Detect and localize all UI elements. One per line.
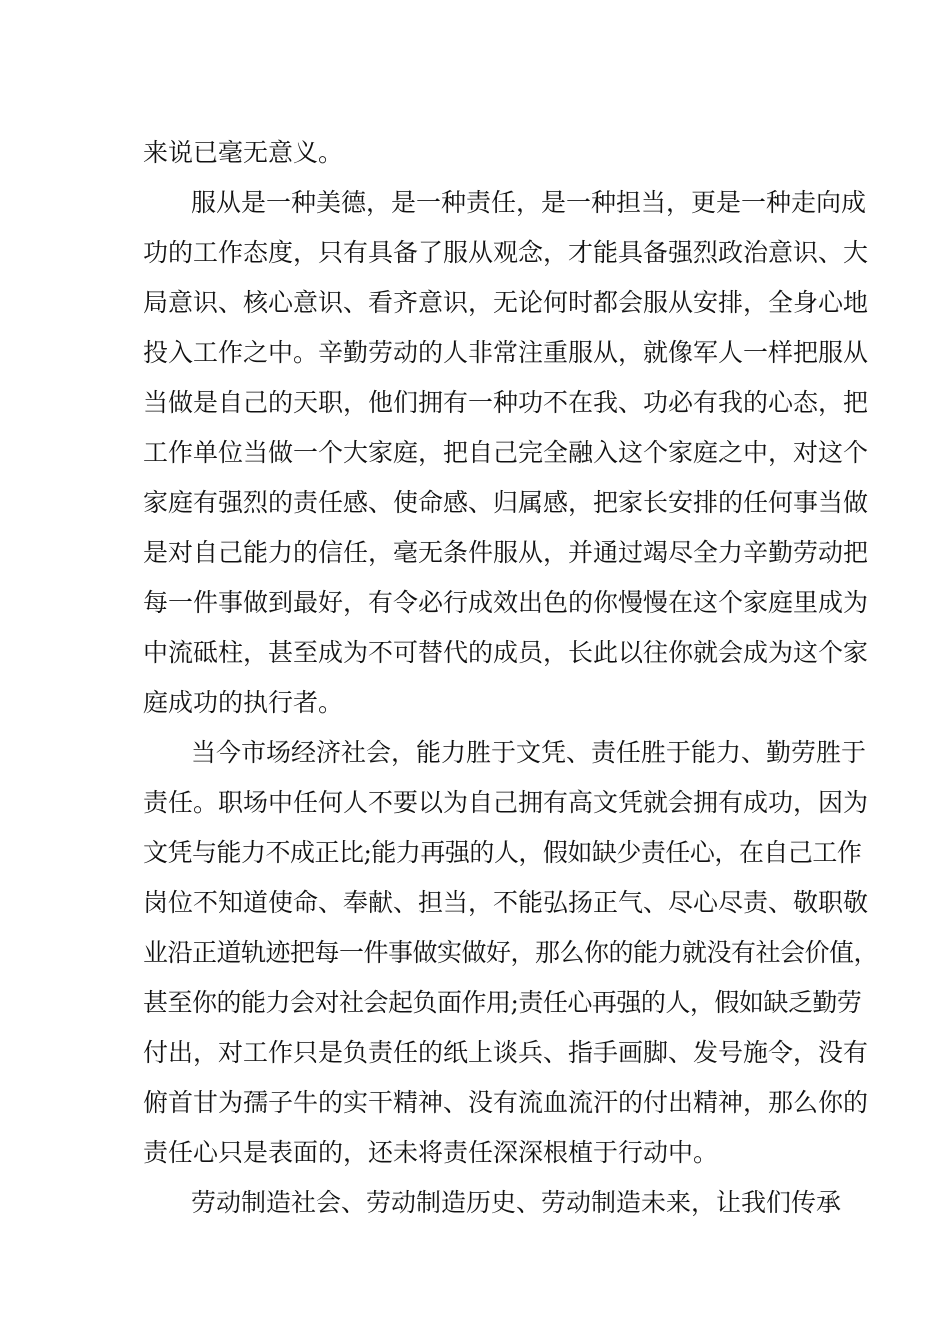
text-line: 投入工作之中。辛勤劳动的人非常注重服从，就像军人一样把服从: [143, 338, 869, 367]
text-line: 庭成功的执行者。: [143, 688, 344, 717]
text-line: 当做是自己的天职，他们拥有一种功不在我、功必有我的心态，把: [143, 388, 869, 417]
text-line: 功的工作态度，只有具备了服从观念，才能具备强烈政治意识、大: [143, 238, 869, 267]
text-line: 责任。职场中任何人不要以为自己拥有高文凭就会拥有成功，因为: [143, 788, 869, 817]
text-line: 局意识、核心意识、看齐意识，无论何时都会服从安排，全身心地: [143, 288, 869, 317]
text-line: 付出，对工作只是负责任的纸上谈兵、指手画脚、发号施令，没有: [143, 1038, 869, 1067]
body-text: [143, 128, 879, 1228]
text-line: 中流砥柱，甚至成为不可替代的成员，长此以往你就会成为这个家: [143, 638, 869, 667]
text-line: 工作单位当做一个大家庭，把自己完全融入这个家庭之中，对这个: [143, 438, 869, 467]
text-line: 责任心只是表面的，还未将责任深深根植于行动中。: [143, 1138, 719, 1167]
text-line: 岗位不知道使命、奉献、担当，不能弘扬正气、尽心尽责、敬职敬: [143, 888, 869, 917]
text-line: 文凭与能力不成正比;能力再强的人，假如缺少责任心，在自己工作: [143, 838, 862, 867]
paragraph-first-line: 服从是一种美德，是一种责任，是一种担当，更是一种走向成: [191, 188, 867, 217]
text-line: 家庭有强烈的责任感、使命感、归属感，把家长安排的任何事当做: [143, 488, 869, 517]
text-line: 来说已毫无意义。: [143, 138, 344, 167]
paragraph-first-line: 当今市场经济社会，能力胜于文凭、责任胜于能力、勤劳胜于: [191, 738, 867, 767]
text-line: 俯首甘为孺子牛的实干精神、没有流血流汗的付出精神，那么你的: [143, 1088, 869, 1117]
text-line: 业沿正道轨迹把每一件事做实做好，那么你的能力就没有社会价值，: [143, 938, 879, 967]
text-line: 甚至你的能力会对社会起负面作用;责任心再强的人，假如缺乏勤劳: [143, 988, 862, 1017]
text-line: 每一件事做到最好，有令必行成效出色的你慢慢在这个家庭里成为: [143, 588, 869, 617]
text-line: 是对自己能力的信任，毫无条件服从，并通过竭尽全力辛勤劳动把: [143, 538, 869, 567]
paragraph-first-line: 劳动制造社会、劳动制造历史、劳动制造未来，让我们传承: [191, 1188, 842, 1217]
